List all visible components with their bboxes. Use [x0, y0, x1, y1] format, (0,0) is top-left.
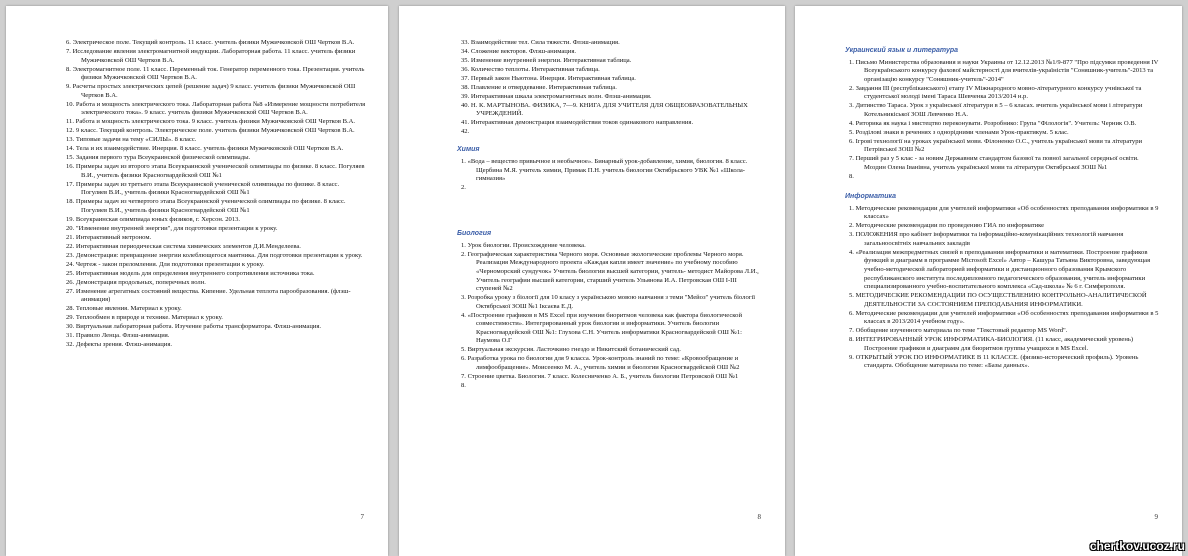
list-item: 7. Перший раз у 5 клас - за новим Державним стандартом базової та повної загальної середньої освіти. Моздин Олена Іванівна, учитель української мови та літератури Октябрської ЗОШ №1: [849, 155, 1139, 172]
list-item: 8. ИНТЕГРИРОВАННЫЙ УРОК ИНФОРМАТИКА-БИОЛОГИЯ. (11 класс, академический уровень) Построение графиков и диаграмм для биоритмов группы учащихся в MS Excel.: [849, 336, 1134, 352]
list-item: 2. Методические рекомендации по проведению ГИА по информатике: [849, 222, 1045, 230]
page-number: 8: [757, 513, 761, 522]
list-item: 9. Расчеты простых электрических цепей (решение задач) 9 класс. учитель физики Мужичковской ОШ Чертков В.А.: [66, 83, 356, 99]
page-number: 9: [1154, 513, 1158, 522]
list-item: 6. Разработка урока по биологии для 9 класса. Урок-контроль знаний по теме: «Кровообращение и лимфообращение». Моисеенко М. А., учитель химии и биологии Красногвардейской ОШ №2: [461, 355, 740, 372]
list-item: 12. 9 класс. Текущий контроль. Электрическое поле. учитель физики Мужичковской ОШ Чертков В.А.: [66, 127, 355, 135]
list-item: 40. Н. К. МАРТЫНОВА. ФИЗИКА, 7—9. КНИГА ДЛЯ УЧИТЕЛЯ ДЛЯ ОБЩЕОБРАЗОВАТЕЛЬНЫХ УЧРЕЖДЕНИЙ.: [461, 101, 748, 118]
list-item: 29. Теплообмен в природе и технике. Материал к уроку.: [66, 314, 223, 322]
list-item: 13. Типовые задачи на тему «СИЛЫ». 8 класс.: [66, 136, 197, 144]
list-item: 21. Интерактивный метроном.: [66, 233, 152, 241]
list-item: 16. Примеры задач из второго этапа Всеукраинской ученической олимпиады по физике. 8 класс. Погуляев В.И., учитель физики Красногвардейской ОШ №1: [66, 163, 365, 179]
list-item: 10. Работа и мощность электрического тока. Лабораторная работа №8 «Измерение мощности потребителя электрического тока». 9 класс. учитель физики Мужичковской ОШ Чертков В.А.: [66, 100, 366, 117]
list-item: 23. Демонстрация: превращение энергии колеблющегося маятника. Для подготовки презентации к уроку.: [66, 251, 363, 259]
list-item: 4. «Реализация межпредметных связей в преподавании информатики и математики. Построение графиков функций и диаграмм в программе Microsoft Excel» Автор – Кашура Татьяна Викторовна, заведующая учебно-методической лабораторией информатики и дистанционного образования Крымского республиканского института последипломного педагогического образования, учитель информатики специализированного учебно-воспитательного комплекса «Сад-школа» № 6 г. Симферополя.: [849, 248, 1151, 291]
list-item: 3. Розробка уроку з біології для 10 класу з українською мовою навчання з теми "Мейоз" учитель біології Октябрської ЗОШ №1 Іксаєва Е.Д.: [461, 294, 756, 310]
list-item: 8.: [461, 382, 466, 390]
list-item: 26. Демонстрация продольных, поперечных волн.: [66, 278, 206, 286]
list-item: 6. Электрическое поле. Текущий контроль. 11 класс. учитель физики Мужичковской ОШ Чертков В.А.: [66, 39, 355, 46]
list-item: 14. Тела и их взаимодействие. Инерция. 8 класс. учитель физики Мужичковской ОШ Чертков В.А.: [66, 145, 344, 153]
page-8: [399, 6, 785, 556]
list-item: 5. Виртуальная экскурсия. Ласточкино гнездо и Никитский ботанический сад.: [461, 346, 681, 354]
list-item: 32. Дефекты зрения. Флэш-анимация.: [66, 341, 173, 349]
list-item: 25. Интерактивная модель для определения внутреннего сопротивления источника тока.: [66, 269, 315, 277]
section-title-ukrainian: Украинский язык и литература: [845, 47, 959, 54]
section-title-informatics: Информатика: [845, 193, 897, 201]
page-7: [6, 6, 388, 556]
page-number: 7: [360, 513, 364, 522]
list-item: 4. «Построение графиков в MS Excel при изучении биоритмов человека как фактора биологической совместимости». Интегрированный урок биологии и информатики. Учитель биологии Красногвардейской ОШ №1: Глухова С.Н. Учитель информатики Красногвардейской ОШ №1: Наумова О.Г: [461, 311, 742, 345]
list-item: 1. Письмо Министерства образования и науки Украины от 12.12.2013 №1/9-877 "Про підсумки проведення IV Всеукраїнського конкурсу фахової майстерності для вчителів-україністів "Соняшник-учитель"-2013 та організацію конкурсу "Соняшник-учитель"-2014": [849, 58, 1159, 83]
list-item: 35. Изменение внутренней энергии. Интерактивная таблица.: [461, 56, 632, 64]
list-item: 39. Интерактивная шкала электромагнитных волн. Флэш-анимация.: [461, 92, 652, 100]
list-item: 17. Примеры задач из третьего этапа Всеукраинской ученической олимпиады по физике. 8 класс. Погуляев В.И., учитель физики Красногвардейской ОШ №1: [66, 180, 340, 197]
list-item: 41. Интерактивная демонстрация взаимодействия токов одинакового направления.: [461, 119, 694, 127]
list-item: 37. Первый закон Ньютона. Инерция. Интерактивная таблица.: [461, 74, 636, 82]
list-item: 6. Методические рекомендации для учителей информатики «Об особенностях преподавания информатики в 5 классах в 2013/2014 учебном году».: [849, 309, 1159, 326]
list-item: 20. "Изменение внутренней энергии", для подготовки презентации к уроку.: [66, 224, 278, 232]
list-item: 38. Плавление и отвердевание. Интерактивная таблица.: [461, 83, 617, 91]
list-item: 19. Всеукраинская олимпиада юных физиков, г. Херсон. 2013.: [66, 215, 241, 223]
list-item: 33. Взаимодействие тел. Сила тяжести. Флэш-анимация.: [461, 39, 620, 46]
list-item: 15. Задания первого тура Всеукраинской физической олимпиады.: [66, 154, 251, 162]
list-item: 9. ОТКРЫТЫЙ УРОК ПО ИНФОРМАТИКЕ В 11 КЛАССЕ. (физико-исторический профиль). Уровень стандарта. Обобщение материала по теме: «Базы данных».: [849, 353, 1139, 370]
chemistry-list: [459, 158, 760, 193]
biology-list: [459, 242, 760, 391]
list-item: 3. ПОЛОЖЕНИЯ про кабінет інформатики та інформаційно-комунікаційних технологій навчання загальноосвітніх навчальних закладів: [849, 231, 1124, 247]
list-item: 5. Розділові знаки в реченнях з однорідними членами Урок-практикум. 5 клас.: [849, 128, 1069, 136]
site-watermark: chertkov.ucoz.ru: [1089, 539, 1185, 553]
list-item: 22. Интерактивная периодическая система химических элементов Д.И.Менделеева.: [66, 242, 301, 250]
list-item: 7. Обобщение изученного материала по теме "Текстовый редактор MS Word".: [849, 327, 1068, 335]
list-item: 1. «Вода – вещество привычное и необычное». Бинарный урок-добавление, химия, биология. 8 класс. Щербина М.Я. учитель химии, Примак П.Н. учитель биологии Октябрьского УВК №1 «Школа-гимназия»: [461, 158, 748, 183]
list-item: 2.: [461, 184, 466, 192]
list-item: 31. Правило Ленца. Флэш-анимация.: [66, 332, 170, 340]
informatics-list: [847, 205, 1162, 371]
list-item: 18. Примеры задач из четвертого этапа Всеукраинской ученической олимпиады по физике. 8 класс. Погуляев В.И., учитель физики Красногвардейской ОШ №1: [66, 198, 346, 214]
list-item: 27. Изменение агрегатных состояний вещества. Кипение. Удельная теплота парообразования. (флэш-анимация): [66, 287, 351, 304]
list-item: 42.: [461, 128, 470, 136]
physics-list-page7: [64, 39, 366, 350]
list-item: 24. Чертеж - закон преломления. Для подготовки презентации к уроку.: [66, 260, 264, 268]
list-item: 2. Географическая характеристика Черного моря. Основные экологические проблемы Черного моря. Реализация Международного проекта «Каждая капля имеет значение» по учебному пособию «Черноморский сундучок» Учитель биологии высшей категории, учитель- методист Майорова Л.И., Учитель географии высшей категории, старший учитель Ульянова И.А. Петровская ОШ I-III ступеней №2: [461, 250, 759, 293]
list-item: 28. Тепловые явления. Материал к уроку.: [66, 305, 182, 313]
list-item: 2. Завдання III (республіканського) етапу IV Міжнародного мовно-літературного конкурсу учнівської та студентської молоді імені Тараса Шевченка 2013/2014 н.р.: [849, 84, 1142, 101]
list-item: 11. Работа и мощность электрического тока. 9 класс. учитель физики Мужичковской ОШ Чертков В.А.: [66, 118, 356, 126]
list-item: 6. Ігрові технології на уроках української мови. Філоненко О.С., учитель української мови та літератури Петрівської ЗОШ №2: [849, 137, 1143, 154]
list-item: 8.: [849, 173, 854, 181]
page-9: [795, 6, 1182, 556]
section-title-chemistry: Химия: [457, 146, 480, 154]
list-item: 3. Дитинство Тараса. Урок з української літератури в 5 – 6 класах. вчитель української мови і літератури Котельникіської ЗОШ Левченко Н.А.: [849, 102, 1143, 118]
list-item: 1. Методические рекомендации для учителей информатики «Об особенностях преподавания информатики в 9 классах»: [849, 204, 1159, 221]
physics-list-page8: [459, 39, 760, 137]
list-item: 7. Строение цветка. Биология. 7 класс. Колесниченко А. Б., учитель биологии Петровской ОШ №1: [461, 373, 739, 381]
list-item: 4. Риторика як наука і мистецтво переконувати. Розробнико: Група "Філологія". Учитель: Черник О.В.: [849, 119, 1137, 127]
list-item: 5. МЕТОДИЧЕСКИЕ РЕКОМЕНДАЦИИ ПО ОСУЩЕСТВЛЕНИЮ КОНТРОЛЬНО-АНАЛИТИЧЕСКОЙ ДЕЯТЕЛЬНОСТИ ЗА СОСТОЯНИЕМ ПРЕПОДАВАНИЯ ИНФОРМАТИКИ.: [849, 292, 1147, 308]
list-item: 30. Виртуальная лабораторная работа. Изучение работы трансформатора. Флэш-анимация.: [66, 323, 322, 331]
list-item: 36. Количество теплоты. Интерактивная таблица.: [461, 65, 600, 73]
list-item: 34. Сложение векторов. Флэш-анимация.: [461, 47, 577, 55]
section-title-biology: Биология: [457, 230, 492, 238]
list-item: 7. Исследование явления электромагнитной индукции. Лабораторная работа. 11 класс. учитель физики Мужичковской ОШ Чертков В.А.: [66, 47, 356, 64]
ukrainian-list: [847, 59, 1162, 182]
list-item: 8. Электромагнитное поле. 11 класс. Переменный ток. Генератор переменного тока. Презентация. учитель физики Мужичковской ОШ Чертков В.А.: [66, 65, 365, 82]
list-item: 1. Урок биологии. Происхождение человека.: [461, 241, 586, 249]
